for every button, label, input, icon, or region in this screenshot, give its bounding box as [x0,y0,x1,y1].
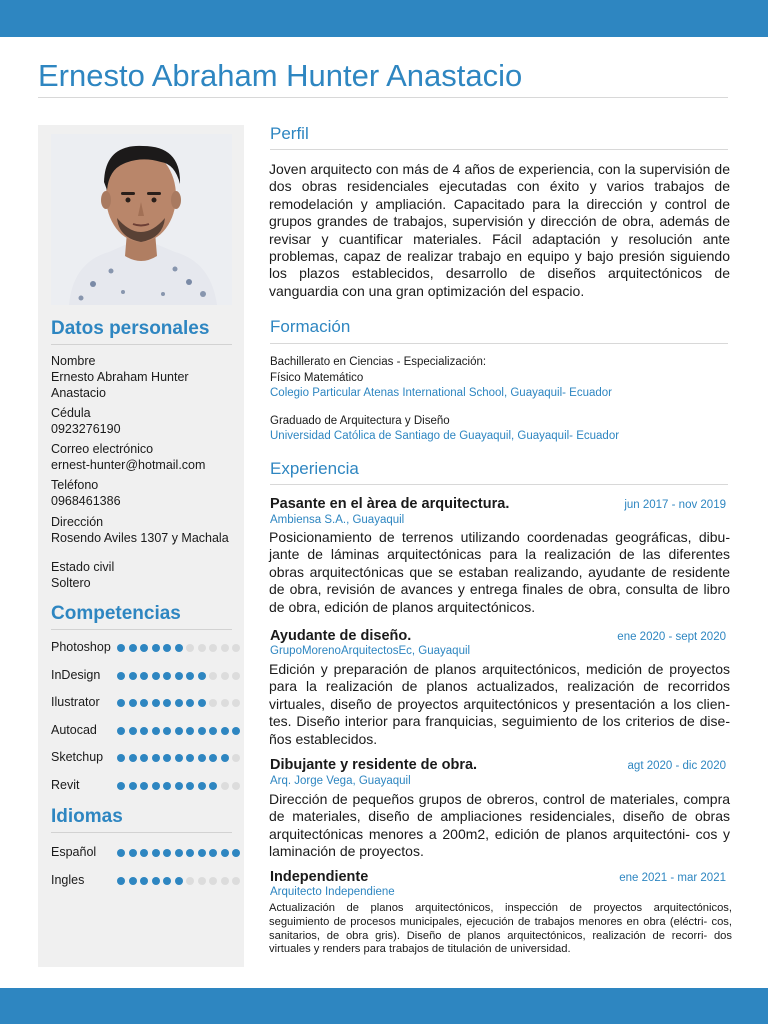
field-value-email: ernest-hunter@hotmail.com [51,458,206,472]
level-dot-filled [117,849,125,857]
level-dot-filled [163,849,171,857]
job-description-line: dos virtuales y renders para trabajos de titulación de universidad. [269,929,732,956]
education-degree: Graduado de Arquitectura y Diseño [270,415,450,427]
job-dates: ene 2021 - mar 2021 [619,872,726,884]
job-organization: Arq. Jorge Vega, Guayaquil [270,775,411,787]
level-dot-filled [198,754,206,762]
skill-row [51,668,245,684]
skill-name: Autocad [51,723,97,737]
level-dot-empty [209,699,217,707]
level-dot-filled [117,672,125,680]
level-dot-filled [140,672,148,680]
skill-row [51,750,245,766]
level-dot-empty [209,672,217,680]
level-dot-filled [186,727,194,735]
field-value-name-line1: Ernesto Abraham Hunter [51,370,189,384]
education-degree-line2: Físico Matemático [270,372,364,384]
skill-level-dots [117,672,243,681]
skill-level-dots [117,699,243,708]
level-dot-filled [140,877,148,885]
level-dot-empty [221,877,229,885]
field-label-name: Nombre [51,354,96,368]
profile-line: vanguardia con una gran optimización del espacio. [269,282,585,299]
profile-photo [51,134,232,305]
name-divider [38,97,728,98]
job-description-line: obras arquitectónicas que se estaban realizando, ayudante de residente [269,563,730,580]
level-dot-filled [186,754,194,762]
level-dot-filled [140,644,148,652]
level-dot-filled [163,672,171,680]
level-dot-filled [163,644,171,652]
job-title: Pasante en el àrea de arquitectura. [270,496,510,512]
experience-heading: Experiencia [270,459,359,478]
level-dot-empty [221,644,229,652]
job-description-line: tes. Diseño interior para franquicias, seguimiento de los criterios de dise- [269,713,730,730]
level-dot-filled [175,644,183,652]
level-dot-filled [117,877,125,885]
level-dot-empty [209,877,217,885]
field-value-address: Rosendo Aviles 1307 y Machala [51,531,229,545]
profile-line: los plazos establecidos, desarrollo de diseños arquitectónicos de [269,265,730,282]
field-label-phone: Teléfono [51,478,99,492]
profile-line: remodelación y ampliación. Capacitado para la dirección y control de [269,195,730,212]
job-title: Dibujante y residente de obra. [270,757,478,773]
job-description [269,661,730,748]
skill-level-dots [117,644,243,653]
level-dot-filled [129,672,137,680]
level-dot-filled [129,782,137,790]
level-dot-filled [175,727,183,735]
field-label-email: Correo electrónico [51,442,154,456]
level-dot-filled [140,699,148,707]
language-row [51,845,245,861]
skill-name: Photoshop [51,640,111,654]
job-description-line: jante de láminas arquitectónicas para la realización de las diferentes [269,546,730,563]
profile-line: problemas, capaz de realizar trabajo en equipo y bajo presión siguiendo [269,248,730,265]
level-dot-filled [221,754,229,762]
level-dot-filled [129,644,137,652]
profile-line: de dos obras residenciales ejecutadas con éxito y varios trabajos de [269,161,730,195]
level-dot-filled [198,699,206,707]
job-description-line: Posicionamiento de terrenos utilizando coordenadas geográficas, dibu- [269,529,730,545]
job-description-line: obras arquitectónicas menores a 200m2, edición de planos arquitectóni- [269,808,731,842]
education-school: Universidad Católica de Santiago de Guayaquil, Guayaquil- Ecuador [270,430,620,442]
level-dot-filled [117,727,125,735]
level-dot-empty [232,877,240,885]
field-value-name-line2: Anastacio [51,386,106,400]
level-dot-filled [152,754,160,762]
level-dot-filled [186,849,194,857]
skill-level-dots [117,782,243,791]
level-dot-filled [117,644,125,652]
level-dot-filled [140,754,148,762]
level-dot-filled [129,877,137,885]
level-dot-filled [175,754,183,762]
job-description-line: ños establecidos. [269,730,378,747]
profile-heading: Perfil [270,124,309,143]
sidebar [38,125,244,967]
field-value-marital: Soltero [51,576,91,590]
skills-heading: Competencias [51,603,181,624]
job-description-line: virtuales, diseño de proyectos arquitectónicos y presentación a los clien- [269,695,730,712]
level-dot-filled [140,727,148,735]
field-value-id: 0923276190 [51,422,121,436]
profile-line: grupos grandes de trabajos, supervisión y dirección de obra, además de [269,213,730,230]
level-dot-filled [163,699,171,707]
level-dot-empty [221,782,229,790]
level-dot-filled [129,849,137,857]
job-description-line: compra de materiales, diseño de ampliaciones residenciales, diseño de [269,791,731,825]
language-level-dots [117,849,243,858]
level-dot-filled [152,672,160,680]
personal-data-heading: Datos personales [51,318,210,339]
level-dot-empty [232,754,240,762]
education-divider [270,343,728,344]
experience-divider [270,484,728,485]
level-dot-empty [209,644,217,652]
level-dot-filled [198,782,206,790]
level-dot-filled [175,849,183,857]
personal-data-divider [51,344,232,345]
portrait-illustration [51,134,232,305]
level-dot-filled [198,727,206,735]
level-dot-filled [198,849,206,857]
job-description [269,791,730,861]
skill-name: Ilustrator [51,695,100,709]
level-dot-filled [163,782,171,790]
level-dot-empty [186,644,194,652]
level-dot-filled [175,782,183,790]
field-label-id: Cédula [51,406,91,420]
candidate-name: Ernesto Abraham Hunter Anastacio [38,58,523,93]
level-dot-empty [221,672,229,680]
languages-heading: Idiomas [51,806,123,827]
job-description-line: Actualización de planos arquitectónicos, inspección de proyectos arquitectónicos, [269,902,732,914]
skill-level-dots [117,727,243,736]
level-dot-filled [163,877,171,885]
job-title: Independiente [270,869,369,885]
level-dot-empty [221,699,229,707]
level-dot-filled [175,672,183,680]
level-dot-filled [152,877,160,885]
job-title: Ayudante de diseño. [270,628,412,644]
level-dot-empty [232,699,240,707]
level-dot-filled [232,849,240,857]
job-description-line: de obra, revisión de avances y entrega finales de obra, consulta de libro [269,581,730,598]
languages-divider [51,832,232,833]
level-dot-filled [209,754,217,762]
level-dot-filled [152,727,160,735]
job-description-line: cos y laminación de proyectos. [269,825,730,860]
job-organization: Arquitecto Independiene [270,886,395,898]
language-name: Ingles [51,873,85,887]
level-dot-filled [129,754,137,762]
level-dot-filled [175,699,183,707]
level-dot-filled [152,782,160,790]
level-dot-empty [198,644,206,652]
skill-name: Revit [51,778,80,792]
field-label-address: Dirección [51,515,104,529]
skill-row [51,723,245,739]
job-description-line: seguimiento de procesos municipales, ejecución de trabajos menores en obra (eléctri- [269,915,708,928]
profile-text [269,161,730,300]
level-dot-filled [209,727,217,735]
skill-row [51,778,245,794]
level-dot-empty [232,644,240,652]
level-dot-filled [152,849,160,857]
field-value-phone: 0968461386 [51,494,121,508]
field-label-marital: Estado civil [51,560,115,574]
education-heading: Formación [270,317,351,336]
job-description [269,529,730,616]
job-description-line: de obra, edición de planos arquitectónicos. [269,598,536,615]
level-dot-filled [163,754,171,762]
skill-row [51,640,245,656]
education-school: Colegio Particular Atenas International School, Guayaquil- Ecuador [270,387,613,399]
bottom-accent-bar [0,988,768,1024]
level-dot-empty [186,877,194,885]
level-dot-empty [232,672,240,680]
level-dot-filled [152,644,160,652]
language-name: Español [51,845,97,859]
level-dot-empty [232,782,240,790]
level-dot-filled [117,782,125,790]
level-dot-empty [198,877,206,885]
level-dot-filled [209,849,217,857]
skills-divider [51,629,232,630]
level-dot-filled [117,754,125,762]
top-accent-bar [0,0,768,37]
job-description [269,902,732,957]
level-dot-filled [198,672,206,680]
level-dot-filled [129,699,137,707]
level-dot-filled [186,782,194,790]
job-organization: GrupoMorenoArquitectosEc, Guayaquil [270,645,471,657]
profile-divider [270,149,728,150]
job-description-line: para la realización de planos actualizados, realización de recorridos [269,678,730,695]
job-organization: Ambiensa S.A., Guayaquil [270,514,405,526]
language-row [51,873,245,889]
job-description-line: cos, sanitarios, de obra gris). Diseño de planos arquitectónicos, realización de recorri- [269,915,732,942]
job-description-line: Dirección de pequeños grupos de obreros, control de materiales, [269,791,679,807]
level-dot-filled [163,727,171,735]
job-description-line: Edición y preparación de planos arquitectónicos, medición de proyectos [269,661,730,677]
language-level-dots [117,877,243,886]
level-dot-filled [140,849,148,857]
education-degree: Bachillerato en Ciencias - Especialización: [270,356,487,368]
skill-name: Sketchup [51,750,104,764]
level-dot-filled [152,699,160,707]
skill-name: InDesign [51,668,101,682]
level-dot-filled [117,699,125,707]
level-dot-filled [140,782,148,790]
skill-level-dots [117,754,243,763]
profile-line: revisar y cuantificar materiales. Fácil adaptación y resolución ante [269,230,730,247]
level-dot-filled [209,782,217,790]
level-dot-filled [221,727,229,735]
level-dot-filled [129,727,137,735]
level-dot-filled [175,877,183,885]
level-dot-filled [232,727,240,735]
profile-line: Joven arquitecto con más de 4 años de experiencia, con la supervisión [269,161,711,177]
job-dates: ene 2020 - sept 2020 [617,631,726,643]
job-dates: jun 2017 - nov 2019 [624,499,726,511]
level-dot-filled [186,699,194,707]
level-dot-filled [221,849,229,857]
level-dot-filled [186,672,194,680]
job-dates: agt 2020 - dic 2020 [627,760,726,772]
skill-row [51,695,245,711]
